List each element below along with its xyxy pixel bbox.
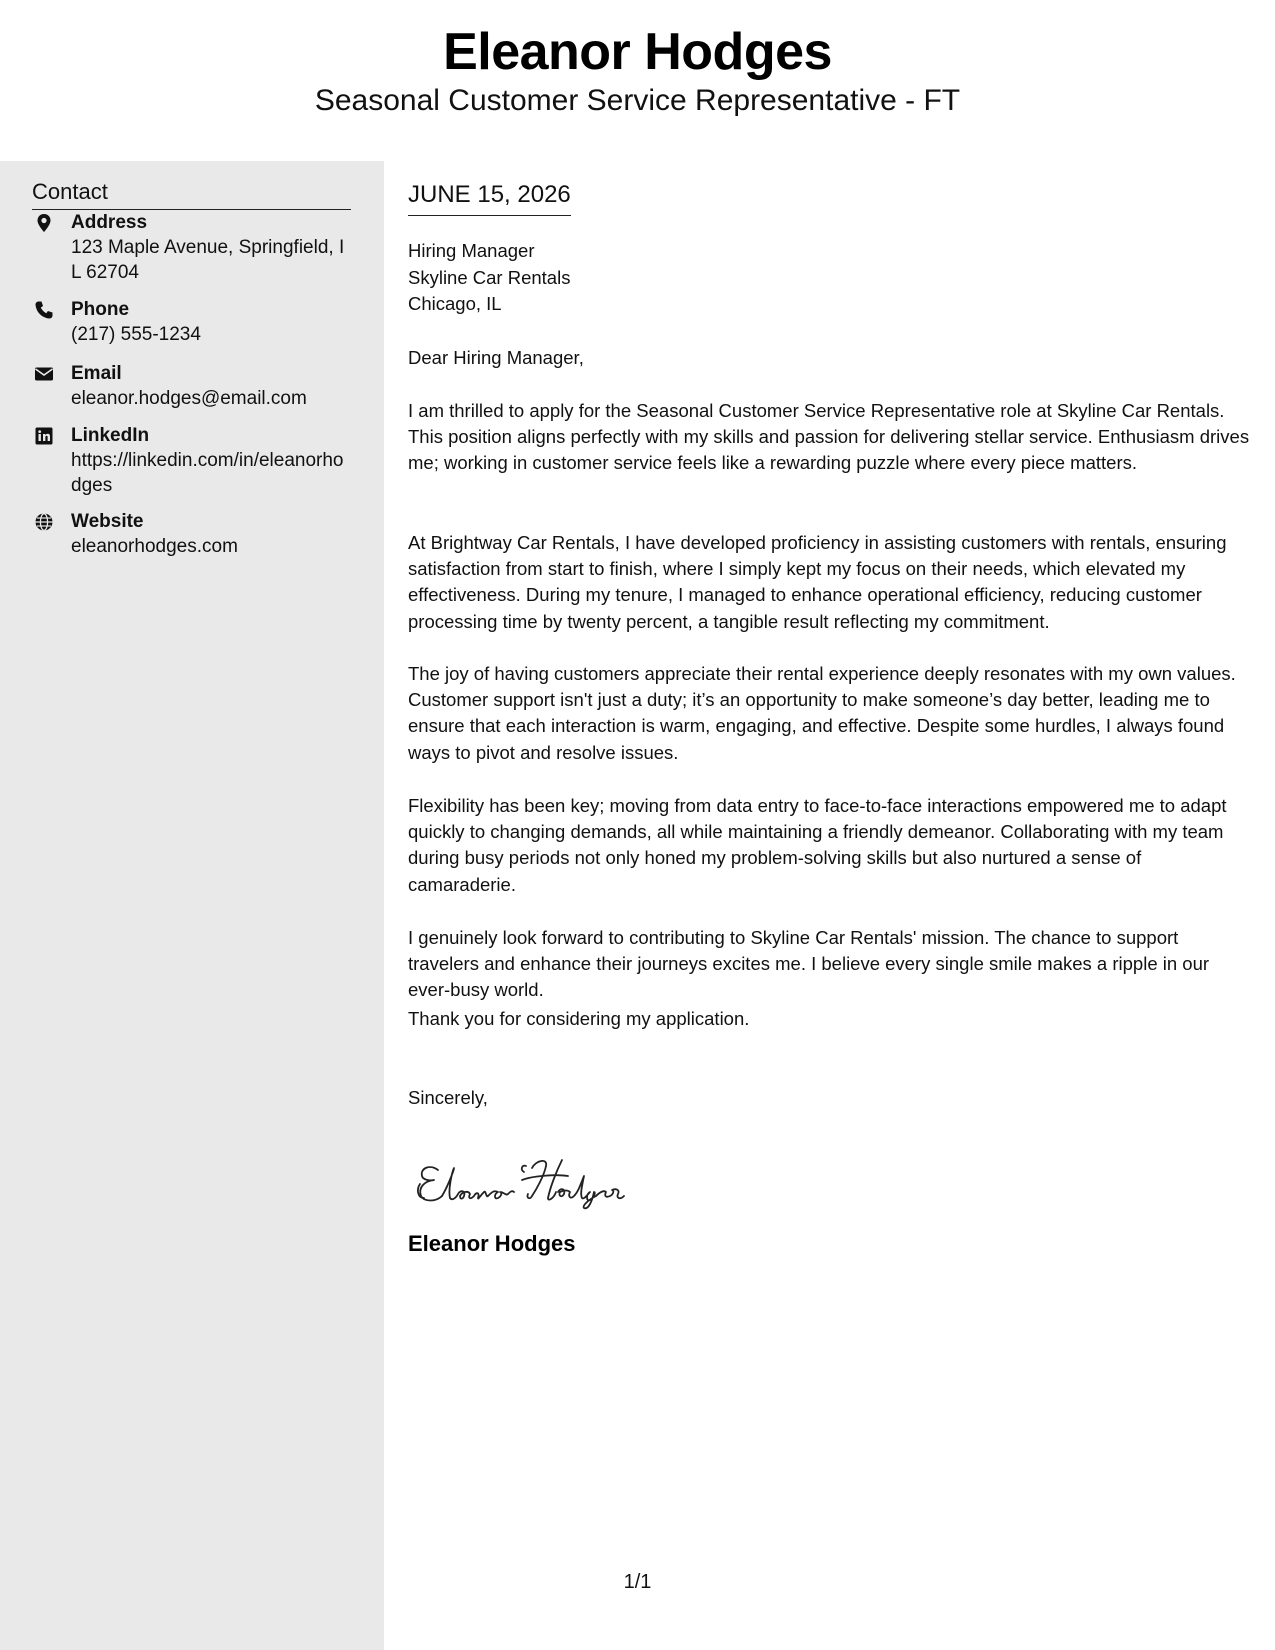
handwritten-signature [408,1146,668,1216]
phone-label: Phone [71,299,130,320]
phone-icon [34,300,54,320]
signer-name: Eleanor Hodges [408,1231,576,1256]
applicant-name: Eleanor Hodges [443,23,832,81]
envelope-icon [34,364,54,384]
letter-date: JUNE 15, 2026 [408,179,571,216]
recipient-line: Chicago, IL [408,293,502,314]
location-pin-icon [34,213,54,233]
recipient-block [408,238,570,318]
website-label: Website [71,511,144,532]
website-value[interactable]: eleanorhodges.com [71,536,238,557]
closing: Sincerely, [408,1087,488,1108]
address-value: 123 Maple Avenue, Springfield, IL 62704 [71,237,345,283]
linkedin-label: LinkedIn [71,425,150,446]
recipient-line: Hiring Manager [408,240,535,261]
page-number: 1/1 [623,1571,652,1593]
contact-sidebar [0,161,384,1650]
letter-paragraph: At Brightway Car Rentals, I have developed proficiency in assisting customers with rentals, ensuring satisfaction from start to finish, where I simply kept my focus on their needs, which elevated my effectiveness. During my tenure, I managed to enhance operational efficiency, reducing customer processing time by twenty percent, a tangible result reflecting my commitment. [408,532,1227,632]
letter-paragraph: The joy of having customers appreciate their rental experience deeply resonates with my own values. Customer support isn't just a duty; it’s an opportunity to make someone’s day better, leading me to ensure that each interaction is warm, engaging, and effective. Despite some hurdles, I always found ways to pivot and resolve issues. [408,663,1236,763]
letter-paragraph: I genuinely look forward to contributing to Skyline Car Rentals' mission. The chance to support travelers and enhance their journeys excites me. I believe every single smile makes a ripple in our ever-busy world. [408,927,1210,1001]
letter-paragraph: Thank you for considering my application. [408,1008,750,1029]
email-value: eleanor.hodges@email.com [71,388,307,409]
salutation: Dear Hiring Manager, [408,347,584,368]
linkedin-value[interactable]: https://linkedin.com/in/eleanorhodges [71,450,344,496]
letter-paragraph: I am thrilled to apply for the Seasonal Customer Service Representative role at Skyline Car Rentals. This position aligns perfectly with my skills and passion for delivering stellar service. Enthusiasm drives me; working in customer service feels like a rewarding puzzle where every piece matters. [408,400,1250,474]
address-label: Address [71,212,148,233]
contact-heading: Contact [32,177,351,210]
letter-paragraph: Flexibility has been key; moving from data entry to face-to-face interactions empowered me to adapt quickly to changing demands, all while maintaining a friendly demeanor. Collaborating with my team during busy periods not only honed my problem-solving skills but also nurtured a sense of camaraderie. [408,795,1227,895]
phone-value: (217) 555-1234 [71,324,201,345]
linkedin-icon [34,426,54,446]
recipient-line: Skyline Car Rentals [408,266,571,288]
globe-icon [34,512,54,532]
letter-header [0,0,1275,161]
email-label: Email [71,363,122,384]
job-title: Seasonal Customer Service Representative - FT [314,84,961,117]
